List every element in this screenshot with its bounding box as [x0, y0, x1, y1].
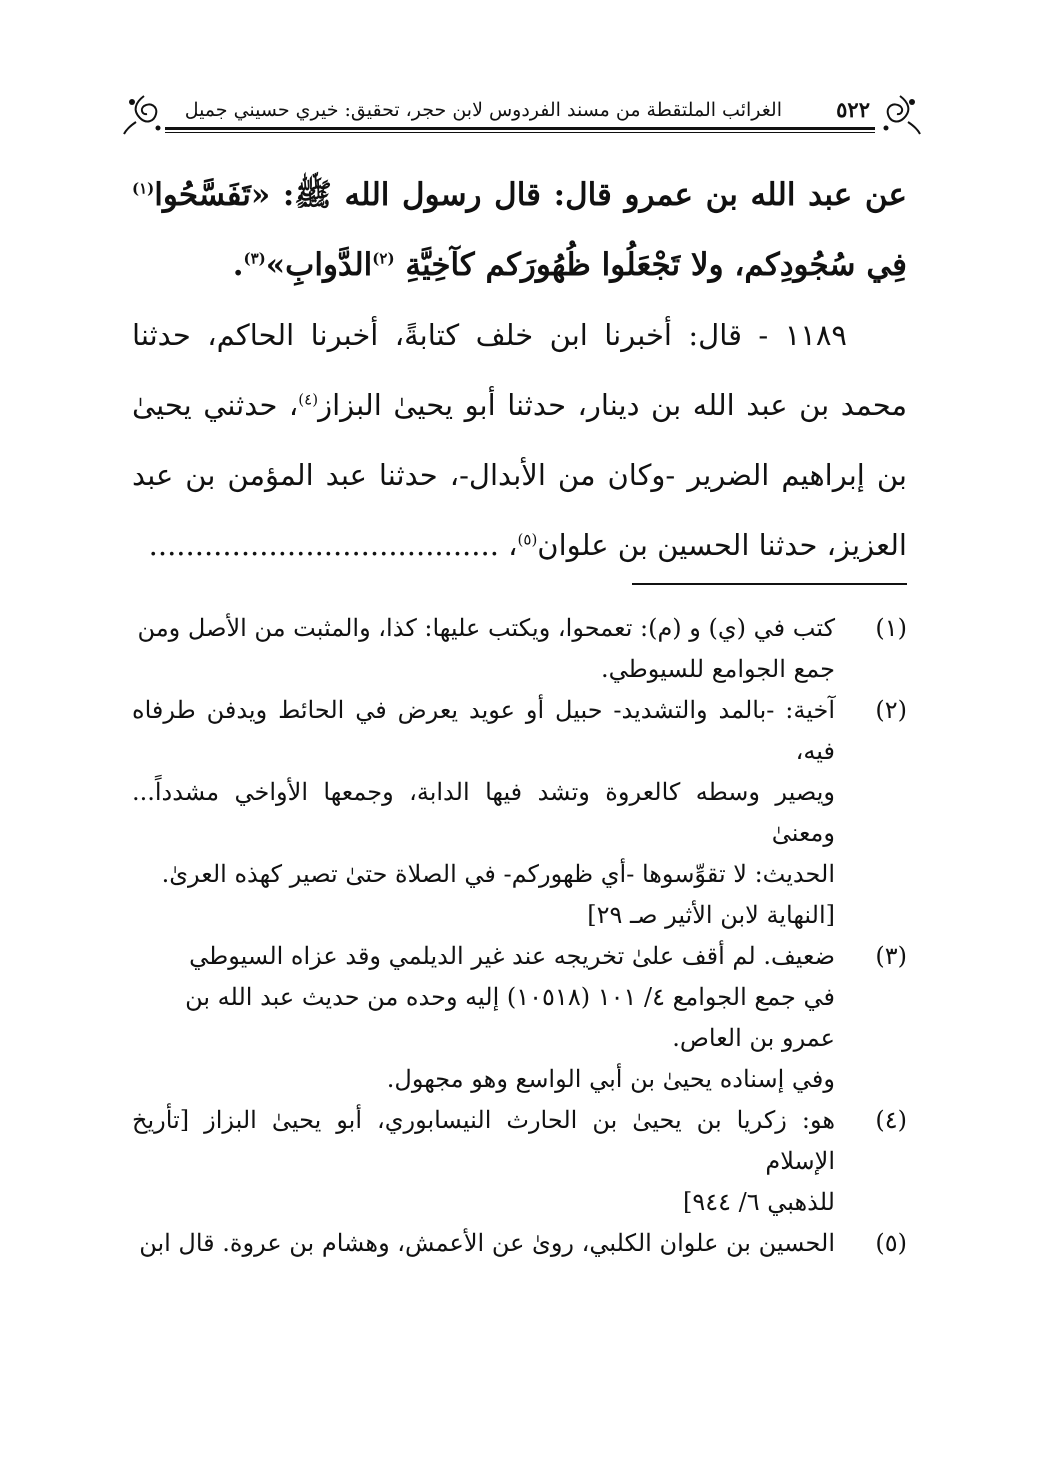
floral-ornament-icon: [878, 92, 922, 136]
hadith-line-1: عن عبد الله بن عمرو قال: قال رسول الله ﷺ: «تَفَسَّحُوا: [154, 177, 907, 213]
footnote-ref-4[interactable]: (٤): [298, 390, 319, 409]
hadith-line-2-end: الدَّوابِ»: [265, 247, 373, 283]
footnote-number: (٢): [875, 696, 907, 724]
footnote-line: الحسين بن علوان الكلبي، روىٰ عن الأعمش، وهشام بن عروة. قال ابن: [139, 1229, 835, 1257]
footnote-ref-5[interactable]: (٥): [517, 530, 538, 549]
footnote-number: (٤): [875, 1106, 907, 1134]
hadith-text: [132, 160, 907, 300]
header-rule: [165, 127, 875, 130]
footnote-line: آخية: -بالمد والتشديد- حبيل أو عويد يعرض في الحائط ويدفن طرفاه فيه،: [132, 696, 835, 765]
footnote-line: جمع الجوامع للسيوطي.: [601, 655, 835, 683]
isnad-text-a: ١١٨٩ - قال: أخبرنا ابن خلف كتابةً، أخبرنا الحاكم، حدثنا محمد بن عبد الله بن دينار، حدثنا أبو يحيىٰ البزاز: [132, 318, 908, 422]
footnote-line: ضعيف. لم أقف علىٰ تخريجه عند غير الديلمي وقد عزاه السيوطي: [189, 942, 835, 970]
footnote-ref-1[interactable]: (١): [132, 179, 155, 198]
footnote-5: [132, 1223, 907, 1264]
footnote-line: ويصير وسطه كالعروة وتشد فيها الدابة، وجمعها الأواخي مشدداً... ومعنىٰ: [132, 778, 835, 847]
hadith-line-1-end: فِي: [866, 247, 907, 283]
header-title: الغرائب الملتقطة من مسند الفردوس لابن حجر، تحقيق: خيري حسيني جميل: [184, 99, 782, 121]
footnote-3: [132, 936, 907, 1100]
footnote-4: [132, 1100, 907, 1223]
footnote-line: كتب في (ي) و (م): تعمحوا، ويكتب عليها: كذا، والمثبت من الأصل ومن: [137, 614, 835, 642]
footnote-line: في جمع الجوامع ٤/ ١٠١ (١٠٥١٨) إليه وحده من حديث عبد الله بن: [185, 983, 835, 1011]
footnote-number: (٣): [875, 942, 907, 970]
footnote-1: [132, 608, 907, 690]
floral-ornament-icon: [122, 92, 166, 136]
header-rule-thin: [165, 132, 875, 133]
isnad-text-b: ، حدثني يحيىٰ بن إبراهيم الضرير -وكان من الأبدال-، حدثنا عبد المؤمن بن عبد العزيز، حدثنا الحسين بن علوان: [132, 388, 907, 562]
isnad-paragraph: [132, 300, 907, 580]
footnotes-section: [132, 608, 907, 1264]
footnote-line: [النهاية لابن الأثير صـ ٢٩]: [587, 901, 835, 929]
footnote-line: عمرو بن العاص.: [672, 1024, 835, 1052]
footnote-number: (٥): [875, 1229, 907, 1257]
footnote-separator: [632, 583, 907, 585]
footnote-2: [132, 690, 907, 936]
footnote-line: للذهبي ٦/ ٩٤٤]: [682, 1188, 835, 1216]
hadith-line-2: سُجُودِكم، ولا تَجْعَلُوا ظُهُورَكم كآخِيَّةِ: [405, 247, 856, 283]
hadith-period: .: [232, 247, 244, 283]
footnote-ref-2[interactable]: (٢): [372, 249, 395, 268]
footnote-ref-3[interactable]: (٣): [243, 249, 266, 268]
isnad-text-c: ، ......................................: [148, 528, 518, 562]
footnote-line: هو: زكريا بن يحيىٰ بن الحارث النيسابوري، أبو يحيىٰ البزاز [تأريخ الإسلام: [132, 1106, 835, 1175]
page-number: ٥٢٢: [836, 97, 870, 122]
footnote-line: وفي إسناده يحيىٰ بن أبي الواسع وهو مجهول.: [386, 1065, 835, 1093]
footnote-number: (١): [875, 614, 907, 642]
footnote-line: الحديث: لا تقوِّسوها -أي ظهوركم- في الصلاة حتىٰ تصير كهذه العرىٰ.: [161, 860, 835, 888]
